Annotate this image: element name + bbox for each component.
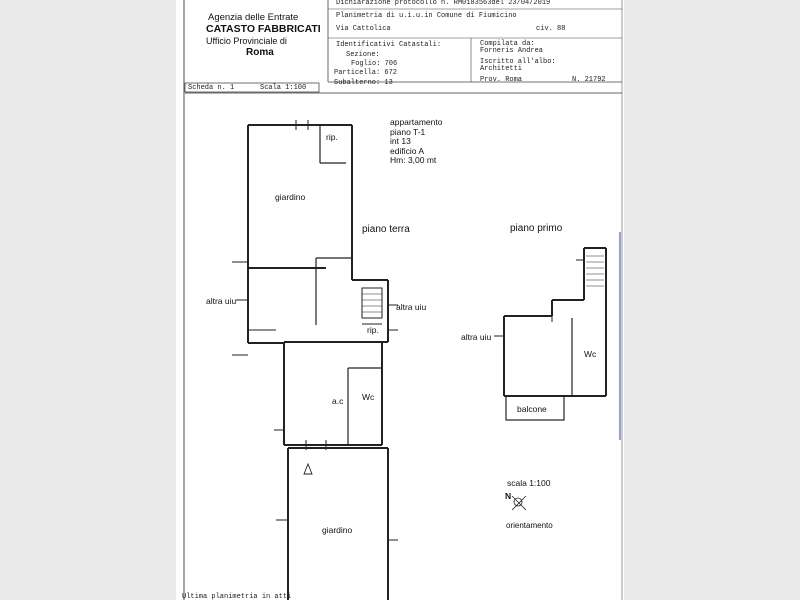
orientamento-label: orientamento bbox=[506, 521, 553, 530]
altra-uiu-right: altra uiu bbox=[461, 332, 492, 342]
room-label-wc-first: Wc bbox=[584, 349, 597, 359]
piano-primo-label: piano primo bbox=[510, 223, 563, 234]
room-label-wc-ground: Wc bbox=[362, 392, 375, 402]
unit-info bbox=[390, 118, 442, 166]
info-line: piano T-1 bbox=[390, 126, 426, 137]
room-label-giardino-top: giardino bbox=[275, 192, 306, 202]
identificativi-label: Identificativi Catastali: bbox=[336, 41, 442, 49]
address: Via Cattolica bbox=[336, 25, 391, 33]
ufficio-label: Ufficio Provinciale di bbox=[206, 36, 287, 46]
protocol-line: Dichiarazione protocollo n. RM0183563del 23/04/2019 bbox=[336, 0, 551, 7]
scale-label: scala 1:100 bbox=[507, 478, 551, 488]
info-line: int 13 bbox=[390, 136, 411, 146]
room-label-rip-top: rip. bbox=[326, 132, 338, 142]
province-name: Roma bbox=[246, 47, 274, 58]
compilata-label: Compilata da: bbox=[480, 40, 535, 48]
piano-terra-label: piano terra bbox=[362, 224, 410, 235]
civic-number: civ. 88 bbox=[536, 25, 566, 33]
info-line: Hm: 3,00 mt bbox=[390, 155, 437, 165]
sezione-label: Sezione: bbox=[346, 51, 380, 59]
room-label-balcone: balcone bbox=[517, 404, 547, 414]
info-line: appartamento bbox=[390, 117, 443, 127]
prov-label: Prov. Roma bbox=[480, 76, 523, 84]
subalterno-label: Subalterno: 13 bbox=[334, 79, 393, 87]
iscritto-value: Architetti bbox=[480, 65, 523, 73]
cadastral-sheet bbox=[176, 0, 624, 600]
info-line: edificio A bbox=[390, 145, 425, 156]
compass-north-icon: N bbox=[505, 491, 512, 501]
ultima-planimetria-note: Ultima planimetria in atti bbox=[182, 593, 292, 600]
catasto-title: CATASTO FABBRICATI bbox=[206, 23, 321, 35]
particella-label: Particella: 672 bbox=[334, 69, 398, 77]
scala-header: Scala 1:100 bbox=[260, 84, 307, 92]
agency-name: Agenzia delle Entrate bbox=[208, 12, 299, 23]
altra-uiu-left: altra uiu bbox=[206, 296, 237, 306]
room-label-giardino-bottom: giardino bbox=[322, 525, 353, 535]
planimetria-line: Planimetria di u.i.u.in Comune di Fiumicino bbox=[336, 12, 517, 20]
floor-plan-drawing bbox=[176, 0, 624, 600]
room-label-rip-bottom: rip. bbox=[367, 325, 379, 335]
scheda-number: Scheda n. 1 bbox=[188, 84, 235, 92]
prov-number: N. 21792 bbox=[572, 76, 606, 84]
iscritto-label: Iscritto all'albo: bbox=[480, 58, 556, 66]
room-label-ac: a.c bbox=[332, 396, 344, 406]
altra-uiu-mid: altra uiu bbox=[396, 302, 427, 312]
foglio-label: Foglio: 706 bbox=[351, 60, 398, 68]
compilata-name: Forneris Andrea bbox=[480, 47, 544, 55]
